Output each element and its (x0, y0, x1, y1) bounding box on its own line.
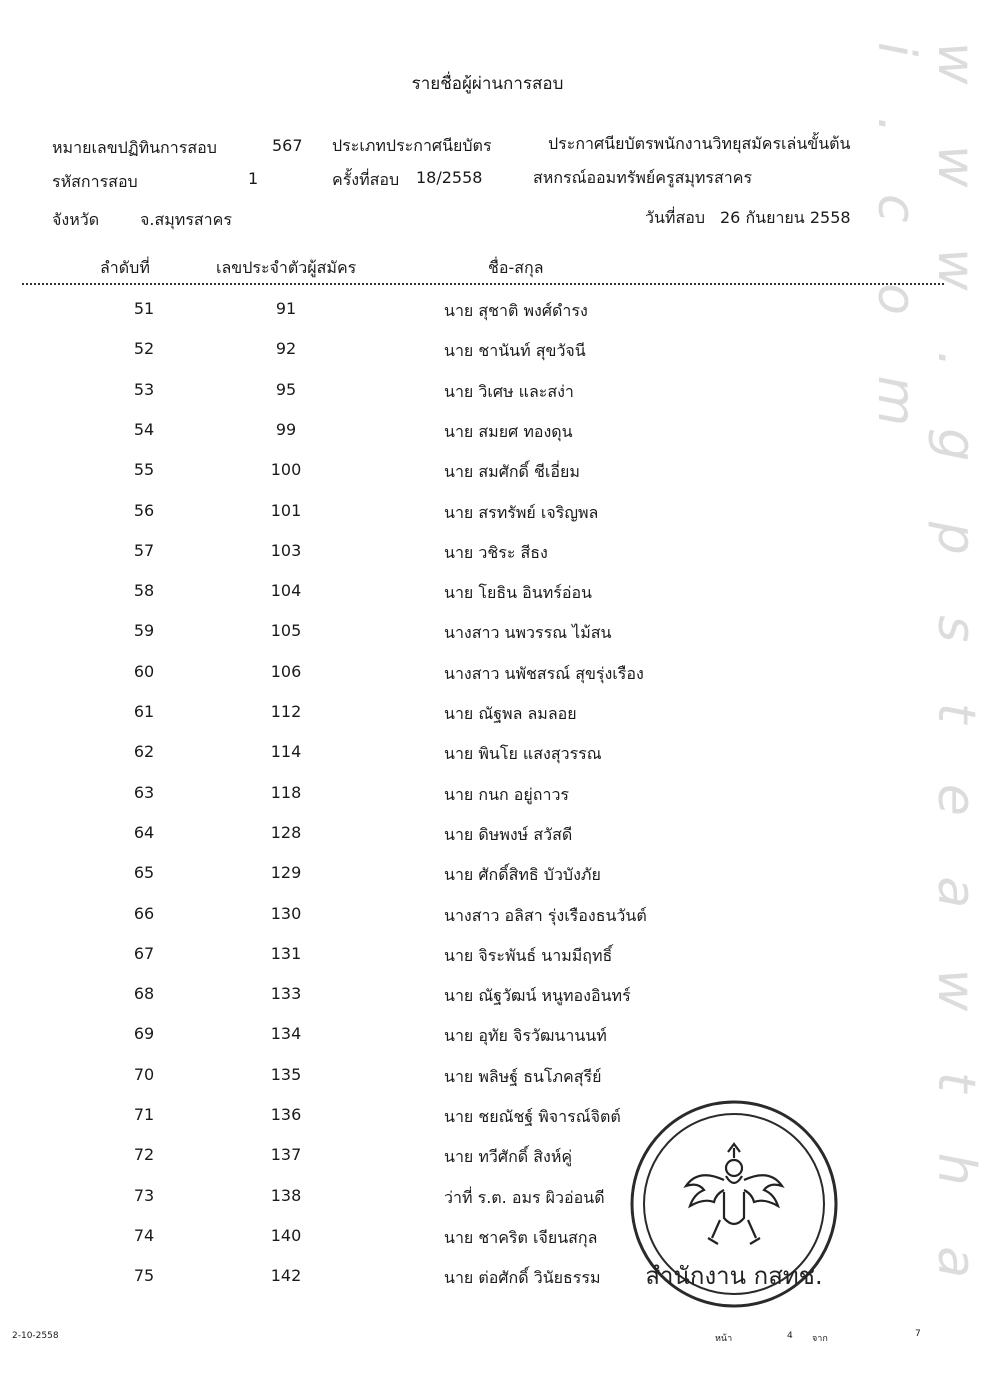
header-dotted-divider (22, 283, 944, 285)
row-number: 53 (133, 379, 155, 399)
row-number: 72 (133, 1145, 155, 1165)
exam-date-value: 26 กันยายน 2558 (720, 208, 851, 227)
applicant-name: นาย จิระพันธ์ นามมีฤทธิ์ (444, 945, 613, 965)
row-number: 63 (133, 782, 155, 802)
applicant-id: 137 (270, 1145, 302, 1165)
table-row (0, 823, 991, 863)
applicant-id: 104 (270, 581, 302, 601)
applicant-name: ว่าที่ ร.ต. อมร ผิวอ่อนดี (444, 1187, 605, 1207)
schedule-label: หมายเลขปฏิทินการสอบ (52, 138, 217, 157)
table-row (0, 662, 991, 702)
applicant-name: นาย ทวีศักดิ์ สิงห์คู่ (444, 1147, 573, 1167)
exam-date-label: วันที่สอบ (645, 208, 705, 227)
applicant-id: 134 (270, 1024, 302, 1044)
table-row (0, 783, 991, 823)
applicant-name: นาย ชยณัชฐ์ พิจารณ์จิตต์ (444, 1107, 621, 1126)
row-number: 71 (133, 1105, 155, 1124)
table-row (0, 944, 991, 984)
schedule-value: 567 (272, 136, 303, 155)
table-row (0, 501, 991, 541)
applicant-id: 129 (270, 863, 302, 883)
table-row (0, 380, 991, 420)
applicant-id: 105 (270, 621, 302, 641)
applicant-id: 92 (275, 339, 297, 359)
applicant-name: นาย สุชาติ พงศ์ดำรง (444, 301, 588, 320)
applicant-name: นาย วิเศษ และสง่า (444, 381, 574, 401)
table-row (0, 1226, 991, 1266)
row-number: 59 (133, 621, 155, 641)
applicant-id: 99 (275, 419, 297, 439)
applicant-name: นาย โยธิน อินทร์อ่อน (444, 583, 592, 603)
table-row (0, 1105, 991, 1145)
applicant-name: นาย ณัฐพล ลมลอย (444, 704, 577, 723)
row-number: 67 (133, 943, 155, 963)
row-number: 60 (133, 661, 155, 681)
applicant-id: 130 (270, 903, 302, 923)
applicant-name: นาย พลิษฐ์ ธนโภคสุรีย์ (444, 1066, 602, 1086)
applicant-name: นาย ชาคริต เจียนสกุล (444, 1227, 598, 1247)
row-number: 57 (133, 540, 155, 560)
row-number: 61 (133, 702, 155, 721)
applicant-id: 95 (275, 379, 297, 399)
table-row (0, 420, 991, 460)
applicant-name: นาย ชานันท์ สุขวัจนี (444, 341, 586, 361)
watermark-text: w w w . g p s t e a w t h a i . c o m (866, 42, 986, 1301)
applicant-id: 106 (270, 661, 302, 681)
applicant-id: 91 (275, 299, 297, 318)
table-row (0, 702, 991, 742)
table-row (0, 863, 991, 903)
column-header-name: ชื่อ-สกุล (488, 258, 544, 277)
table-row (0, 581, 991, 621)
of-label: จาก (812, 1334, 828, 1344)
table-row (0, 1266, 991, 1306)
row-number: 64 (133, 822, 155, 842)
row-number: 65 (133, 863, 155, 883)
applicant-id: 101 (270, 500, 302, 520)
row-number: 73 (133, 1185, 155, 1205)
table-row (0, 1186, 991, 1226)
applicant-id: 136 (270, 1105, 302, 1124)
table-row (0, 621, 991, 661)
row-number: 66 (133, 903, 155, 923)
applicant-id: 100 (270, 460, 302, 480)
table-row (0, 1024, 991, 1064)
row-number: 70 (133, 1064, 155, 1084)
applicant-id: 133 (270, 984, 302, 1004)
exam-round-label: ครั้งที่สอบ (332, 170, 400, 189)
applicant-id: 128 (270, 822, 302, 842)
applicant-name: นาย ดิษพงษ์ สวัสดี (444, 824, 573, 844)
row-number: 69 (133, 1024, 155, 1044)
table-row (0, 742, 991, 782)
applicant-name: นาย ต่อศักดิ์ วินัยธรรม (444, 1268, 601, 1288)
seal-text: สำนักงาน กสทช. (645, 1262, 823, 1290)
applicant-name: นาย วชิระ สีธง (444, 542, 548, 562)
applicant-id: 135 (270, 1064, 302, 1084)
applicant-id: 114 (270, 742, 302, 762)
applicant-id: 142 (270, 1266, 302, 1286)
table-row (0, 299, 991, 339)
column-header-no: ลำดับที่ (100, 258, 150, 277)
certificate-type-label: ประเภทประกาศนียบัตร (332, 136, 492, 155)
applicant-name: นาย สมยศ ทองดุน (444, 421, 573, 441)
exam-code-value: 1 (248, 169, 259, 188)
applicant-name: นาย สมศักดิ์ ชีเอี่ยม (444, 462, 580, 482)
table-row (0, 541, 991, 581)
applicant-id: 131 (270, 943, 302, 963)
exam-code-label: รหัสการสอบ (52, 172, 138, 191)
applicant-id: 140 (270, 1225, 302, 1245)
table-row (0, 460, 991, 500)
page-label: หน้า (715, 1334, 733, 1344)
applicant-name: นาย อุทัย จิรวัฒนานนท์ (444, 1026, 607, 1046)
row-number: 56 (133, 500, 155, 520)
applicant-name: นางสาว นพัชสรณ์ สุขรุ่งเรือง (444, 663, 644, 683)
row-number: 75 (133, 1266, 155, 1286)
certificate-name: ประกาศนียบัตรพนักงานวิทยุสมัครเล่นขั้นต้น (548, 134, 851, 153)
province-label: จังหวัด (52, 210, 100, 229)
row-number: 55 (133, 460, 155, 480)
applicant-id: 112 (270, 702, 302, 721)
province-value: จ.สมุทรสาคร (140, 210, 232, 229)
applicant-id: 118 (270, 782, 302, 802)
table-row (0, 984, 991, 1024)
exam-round-value: 18/2558 (416, 168, 483, 187)
page-title: รายชื่อผู้ผ่านการสอบ (411, 74, 564, 94)
table-row (0, 1065, 991, 1105)
total-pages: 7 (915, 1329, 921, 1339)
applicant-id: 103 (270, 540, 302, 560)
row-number: 68 (133, 984, 155, 1004)
applicant-name: นาย กนก อยู่ถาวร (444, 784, 570, 804)
applicant-name: นาย ณัฐวัฒน์ หนูทองอินทร์ (444, 986, 631, 1006)
row-number: 51 (133, 299, 155, 318)
row-number: 52 (133, 339, 155, 359)
garuda-emblem-icon (686, 1144, 782, 1244)
applicant-name: นางสาว นพวรรณ ไม้สน (444, 623, 612, 643)
organization-name: สหกรณ์ออมทรัพย์ครูสมุทรสาคร (533, 168, 753, 187)
page-number: 4 (787, 1331, 793, 1341)
applicant-name: นาย สรทรัพย์ เจริญพล (444, 502, 599, 522)
table-row (0, 339, 991, 379)
table-row (0, 904, 991, 944)
applicant-name: นางสาว อลิสา รุ่งเรืองธนวันต์ (444, 905, 647, 925)
nbtc-seal (628, 1098, 840, 1310)
applicant-name: นาย พินโย แสงสุวรรณ (444, 744, 602, 764)
print-date: 2-10-2558 (12, 1331, 59, 1341)
row-number: 58 (133, 581, 155, 601)
applicant-id: 138 (270, 1185, 302, 1205)
table-row (0, 1145, 991, 1185)
applicant-name: นาย ศักดิ์สิทธิ บัวบังภัย (444, 865, 601, 885)
row-number: 54 (133, 419, 155, 439)
column-header-applicant-id: เลขประจำตัวผู้สมัคร (216, 258, 357, 277)
row-number: 74 (133, 1225, 155, 1245)
row-number: 62 (133, 742, 155, 762)
